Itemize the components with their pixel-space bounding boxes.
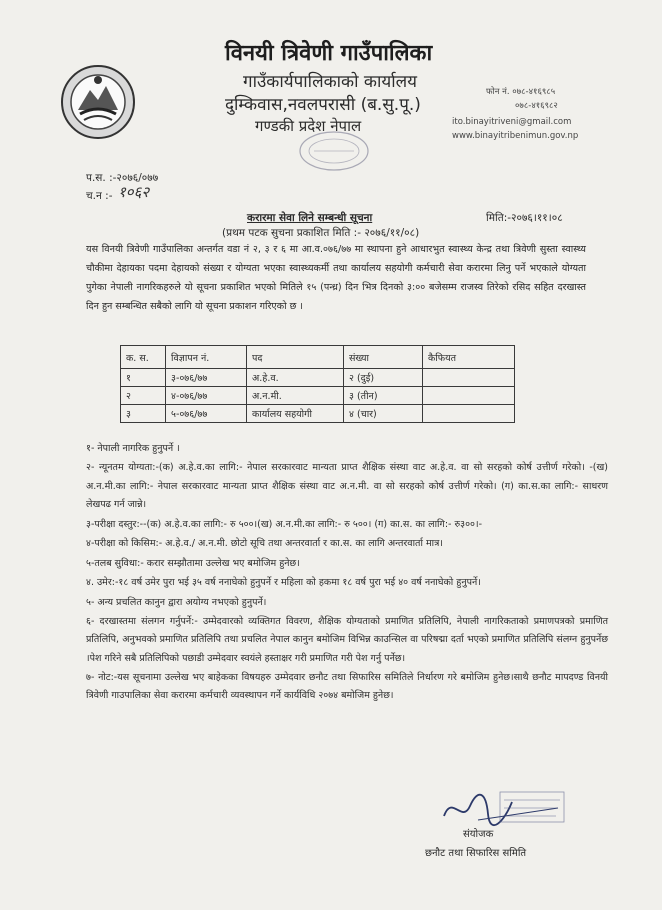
committee-name: छनौट तथा सिफारिस समिति — [425, 848, 527, 859]
phone-number: फोन नं. ०७८-४१६९८५ — [486, 87, 556, 97]
condition-item: ७- नोट:-यस सूचनामा उल्लेख भए बाहेकका विषयहरु उम्मेदवार छनौट तथा सिफारिस समितिले निर्धारण गरे बमोजिम हुनेछ।साथै छनौट मापदण्ड विनयी त्रिवेणी गाउपालिका सेवा करारमा कर्मचारी व्यवस्थापन गर्ने कार्यविधि २०७४ बमोजिम हुनेछ। — [86, 672, 608, 702]
province-name: गण्डकी प्रदेश नेपाल — [255, 117, 362, 135]
condition-item: ३-परीक्षा दस्तुर:--(क) अ.हे.व.का लागि:- रु ५००।(ख) अ.न.मी.का लागि:- रु ५००। (ग) का.स. का लागि:- रु३००।- — [86, 518, 483, 530]
office-address: दुम्किवास,नवलपरासी (ब.सु.पू.) — [225, 95, 421, 115]
cell-post: अ.हे.व. — [247, 369, 344, 387]
condition-item: ४-परीक्षा को किसिम:- अ.हे.व./ अ.न.मी. छोटो सूचि तथा अन्तरवार्ता र का.स. का लागि अन्तरवार्ता मात्र। — [86, 538, 443, 550]
government-emblem-icon — [58, 62, 138, 142]
cell-remarks — [423, 387, 515, 405]
reference-cn-label: च.न :- — [86, 190, 113, 202]
cell-sn: ३ — [121, 405, 166, 423]
cell-count: ४ (चार) — [344, 405, 423, 423]
table-row — [121, 369, 515, 387]
col-count: संख्या — [344, 346, 423, 369]
office-name: गाउँकार्यपालिकाको कार्यालय — [243, 72, 418, 92]
cell-remarks — [423, 369, 515, 387]
cell-post: अ.न.मी. — [247, 387, 344, 405]
condition-item: ५- अन्य प्रचलित कानुन द्वारा अयोग्य नभएको हुनुपर्ने। — [86, 596, 267, 608]
notice-subtitle: (प्रथम पटक सुचना प्रकाशित मिति :- २०७६/११/०८) — [222, 227, 420, 239]
condition-item: ६- दरखास्तमा संलगन गर्नुपर्ने:- उम्मेदवारको व्यक्तिगत विवरण, शैक्षिक योग्यताको प्रमाणित प्रतिलिपि, नेपाली नागरिकताको प्रमाणपत्रको प्रमाणित प्रतिलिपि, अनुभवको प्रमाणित प्रतिलिपि तथा प्रचलित नेपाल कानुन बमोजिम विभिन्न काउन्सिल वा परिषद्मा दर्ता भएको प्रमाणित प्रतिलिपि संलग्न हुनुपर्नेछ ।पेश गरिने सबै प्रतिलिपिको पछाडी उम्मेदवार स्वयंले हस्ताक्षर गरी प्रमाणित गरी पेश गर्नु पर्नेछ। — [86, 615, 608, 664]
cell-count: २ (दुई) — [344, 369, 423, 387]
municipality-title: विनयी त्रिवेणी गाउँपालिका — [225, 41, 433, 66]
email-address: ito.binayitriveni@gmail.com — [452, 117, 572, 127]
cell-sn: १ — [121, 369, 166, 387]
condition-item: ५-तलब सुविधा:- करार सम्झौतामा उल्लेख भए बमोजिम हुनेछ। — [86, 557, 300, 569]
conditions-list — [86, 440, 608, 707]
col-ad-no: विज्ञापन नं. — [166, 346, 247, 369]
cell-remarks — [423, 405, 515, 423]
notice-title: करारमा सेवा लिने सम्बन्धी सूचना — [247, 212, 373, 224]
condition-item: १- नेपाली नागरिक हुनुपर्ने । — [86, 443, 180, 454]
office-stamp-icon — [296, 128, 372, 174]
cell-count: ३ (तीन) — [344, 387, 423, 405]
col-sn: क. स. — [121, 346, 166, 369]
table-row — [121, 405, 515, 423]
signatory-role: संयोजक — [463, 829, 494, 840]
table-row — [121, 387, 515, 405]
cell-ad-no: ३-०७६/७७ — [166, 369, 247, 387]
notice-body: यस विनयी त्रिवेणी गाउँपालिका अन्तर्गत वडा नं २, ३ र ६ मा आ.व.०७६/७७ मा स्थापना हुने आधारभुत स्वास्थ्य केन्द्र तथा त्रिवेणी सुस्ता स्वास्थ्य चौकीमा देहायका पदमा देहायको संख्या र योग्यता भएका स्वास्थ्यकर्मी तथा कार्यालय सहयोगी कर्मचारी सेवा करारमा लिनु पर्ने भएकाले योग्यता पुगेका नेपाली नागरिकहरुले यो सूचना प्रकाशित भएको मितिले १५ (पन्ध्र) दिन भित्र दिनको ३:०० बजेसम्म राजस्व तिरेको रसिद सहित दरखास्त दिन हुन सम्बन्धित सबैको लागि यो सूचना प्रकाशन गरिएको छ । — [86, 244, 586, 312]
cell-ad-no: ५-०७६/७७ — [166, 405, 247, 423]
cell-sn: २ — [121, 387, 166, 405]
cell-post: कार्यालय सहयोगी — [247, 405, 344, 423]
handwritten-signature — [438, 786, 568, 834]
reference-ps: प.स. :-२०७६/०७७ — [86, 172, 159, 184]
col-remarks: कैफियत — [423, 346, 515, 369]
notice-date: मिति:-२०७६।११।०८ — [486, 212, 563, 224]
condition-item: ४. उमेर:-१८ वर्ष उमेर पुरा भई ३५ वर्ष ननाघेको हुनुपर्ने र महिला को हकमा १८ वर्ष पुरा भई ४० वर्ष ननाघेको हुनुपर्ने। — [86, 577, 481, 589]
table-header-row — [121, 346, 515, 369]
col-post: पद — [247, 346, 344, 369]
reference-cn-value: १०६२ — [118, 183, 150, 201]
positions-table — [120, 345, 515, 423]
cell-ad-no: ४-०७६/७७ — [166, 387, 247, 405]
phone-number-2: ०७८-४१६९८२ — [515, 101, 558, 111]
website-address: www.binayitribenimun.gov.np — [452, 131, 579, 141]
condition-item: २- न्यूनतम योग्यता:-(क) अ.हे.व.का लागि:- नेपाल सरकारवाट मान्यता प्राप्त शैक्षिक संस्था वाट अ.हे.व. वा सो सरहको कोर्ष उत्तीर्ण गरेको। -(ख) अ.न.मी.का लागि:- नेपाल सरकारवाट मान्यता प्राप्त शैक्षिक संस्था वाट अ.न.मी. वा सो सरहको कोर्ष उत्तीर्ण गरेको। (ग) का.स.का लागि:- साधरण लेखपढ गर्न जान्ने। — [86, 462, 608, 511]
